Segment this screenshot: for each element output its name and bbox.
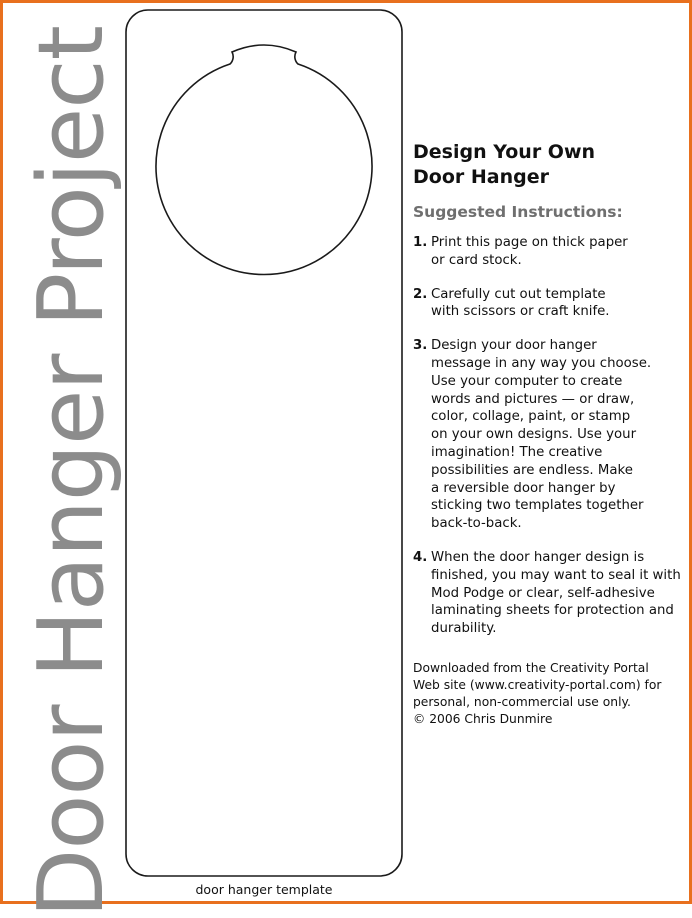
instruction-step bbox=[413, 234, 683, 270]
step-number: 1. bbox=[413, 235, 428, 250]
template-caption: door hanger template bbox=[195, 882, 333, 897]
instruction-step bbox=[413, 286, 683, 322]
step-text: Print this page on thick paper or card stock. bbox=[431, 235, 628, 268]
step-text: Carefully cut out template with scissors or craft knife. bbox=[431, 286, 610, 320]
instruction-step bbox=[413, 549, 683, 638]
step-number: 4. bbox=[413, 549, 428, 565]
instructions-title-line1: Design Your Own bbox=[413, 141, 596, 163]
step-number: 2. bbox=[413, 286, 428, 302]
instruction-step bbox=[413, 337, 683, 533]
instructions-title bbox=[413, 140, 683, 190]
instructions-panel bbox=[413, 140, 683, 728]
instructions-subtitle: Suggested Instructions: bbox=[413, 203, 623, 221]
side-title: Door Hanger Project bbox=[19, 26, 124, 918]
step-text: Design your door hanger message in any way you choose. Use your computer to create words and pictures — or draw, color, collage, paint, or stamp on your own designs. Use your imagination! The creative possibilities are endless. Make a reversible door hanger by sticking two templates together back-to-back. bbox=[431, 338, 652, 532]
step-text: When the door hanger design is finished, you may want to seal it with Mod Podge or clear, self-adhesive laminating sheets for protection and durability. bbox=[431, 549, 681, 637]
instructions-title-line2: Door Hanger bbox=[413, 166, 549, 188]
step-number: 3. bbox=[413, 338, 428, 354]
credit-notice: Downloaded from the Creativity Portal Web site (www.creativity-portal.com) for personal, non-commercial use only. © 2006 Chris Dunmire bbox=[413, 660, 662, 726]
